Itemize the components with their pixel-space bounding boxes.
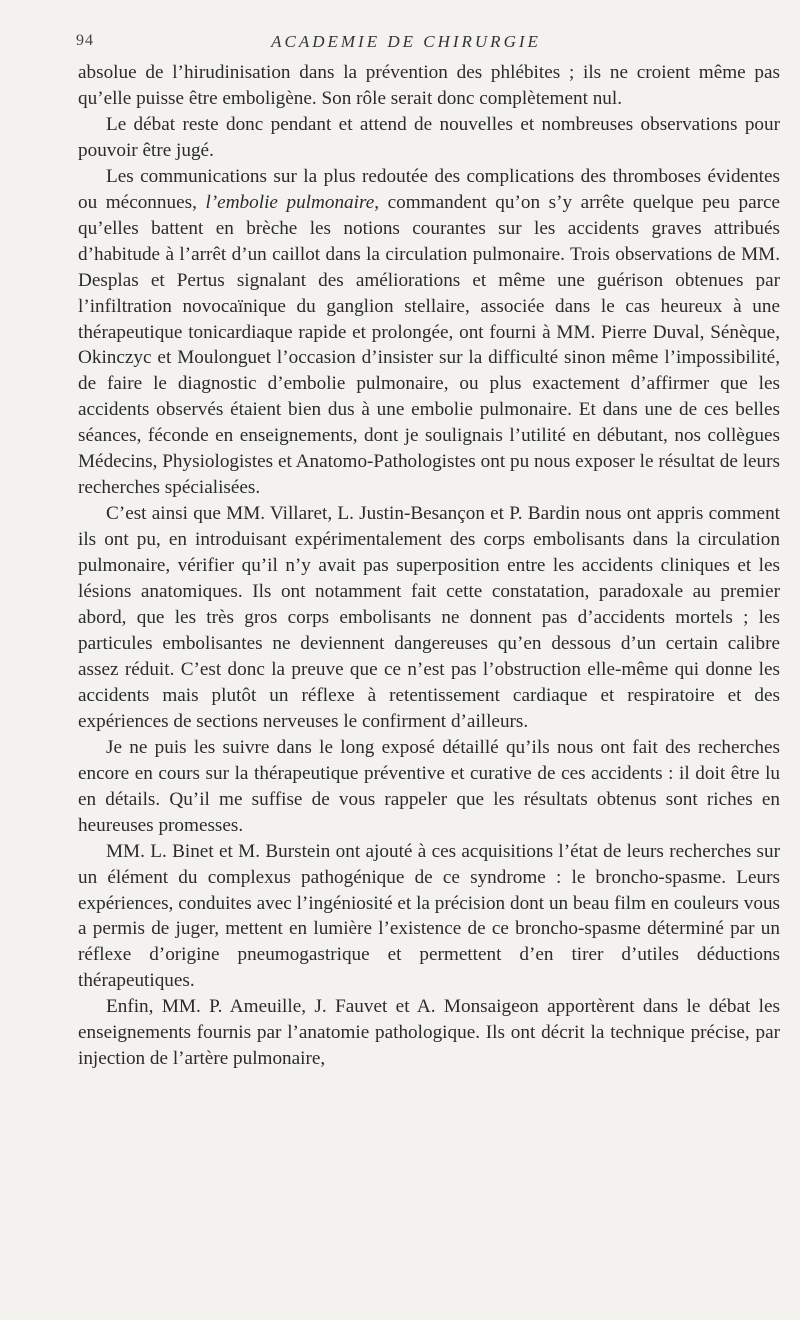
- paragraph: [78, 164, 780, 501]
- paragraph-text: , commandent qu’on s’y arrête quelque peu parce qu’elles battent en brèche les notions courantes sur les accidents graves attribués d’habitude à l’arrêt d’un caillot dans la circulation pulmonaire. Trois observations de MM. Desplas et Pertus signalant des améliorations et même une guérison obtenues par l’infiltration novocaïnique du ganglion stellaire, associée dans le cas heureux à une thérapeutique tonicardiaque rapide et prolongée, ont fourni à MM. Pierre Duval, Sénèque, Okinczyc et Moulonguet l’occasion d’insister sur la difficulté sinon même l’impossibilité, de faire le diagnostic d’embolie pulmonaire, ou plus exactement d’affirmer que les accidents observés étaient bien dus à une embolie pulmonaire. Et dans une de ces belles séances, féconde en enseignements, dont je soulignais l’utilité en débutant, nos collègues Médecins, Physiologistes et Anatomo-Pathologistes ont pu nous exposer le résultat de leurs recherches spécialisées.: [78, 191, 781, 499]
- paragraph: [78, 112, 780, 164]
- page-header: [78, 32, 734, 56]
- running-head: ACADEMIE DE CHIRURGIE: [271, 32, 541, 51]
- paragraph-text: Enfin, MM. P. Ameuille, J. Fauvet et A. Monsaigeon apportèrent dans le débat les enseignements fournis par l’anatomie pathologique. Ils ont décrit la technique précise, par injection de l’artère pulmonaire,: [78, 996, 780, 1070]
- paragraph: [78, 501, 780, 735]
- paragraph: [78, 735, 780, 839]
- paragraph: [78, 994, 780, 1072]
- paragraph-text: Je ne puis les suivre dans le long exposé détaillé qu’ils nous ont fait des recherches encore en cours sur la thérapeutique préventive et curative de ces accidents : il doit être lu en détails. Qu’il me suffise de vous rappeler que les résultats obtenus sont riches en heureuses promesses.: [78, 736, 780, 836]
- body-text: [78, 60, 780, 1072]
- paragraph-text: MM. L. Binet et M. Burstein ont ajouté à ces acquisitions l’état de leurs recherches sur un élément du complexus pathogénique de ce syndrome : le broncho-spasme. Leurs expériences, conduites avec l’ingéniosité et la précision dont un beau film en couleurs vous a permis de juger, mettent en lumière l’existence de ce broncho-spasme déterminé par un réflexe d’origine pneumogastrique et permettent d’en tirer d’utiles déductions thérapeutiques.: [78, 840, 780, 992]
- paragraph-text: C’est ainsi que MM. Villaret, L. Justin-Besançon et P. Bardin nous ont appris comment ils ont pu, en introduisant expérimentalement des corps embolisants dans la circulation pulmonaire, vérifier qu’il n’y avait pas superposition entre les accidents cliniques et les lésions anatomiques. Ils ont notamment fait cette constatation, paradoxale au premier abord, que les très gros corps embolisants ne donnent pas d’accidents mortels ; les particules embolisantes ne deviennent dangereuses qu’en dessous d’un certain calibre assez réduit. C’est donc la preuve que ce n’est pas l’obstruction elle-même qui donne les accidents mais plutôt un réflexe à retentissement cardiaque et respiratoire et des expériences de sections nerveuses le confirment d’ailleurs.: [78, 503, 780, 732]
- paragraph-text: Le débat reste donc pendant et attend de nouvelles et nombreuses observations pour pouvoir être jugé.: [78, 113, 780, 161]
- paragraph: [78, 60, 780, 112]
- page-number: 94: [76, 32, 94, 49]
- paragraph: [78, 839, 780, 995]
- paragraph-text: absolue de l’hirudinisation dans la prévention des phlébites ; ils ne croient même pas qu’elle puisse être emboligène. Son rôle serait donc complètement nul.: [78, 62, 780, 109]
- paragraph-text: Les communications sur la plus redoutée des complications des thromboses évidentes ou méconnues,: [78, 165, 780, 213]
- italic-term: l’embolie pulmonaire: [205, 191, 375, 213]
